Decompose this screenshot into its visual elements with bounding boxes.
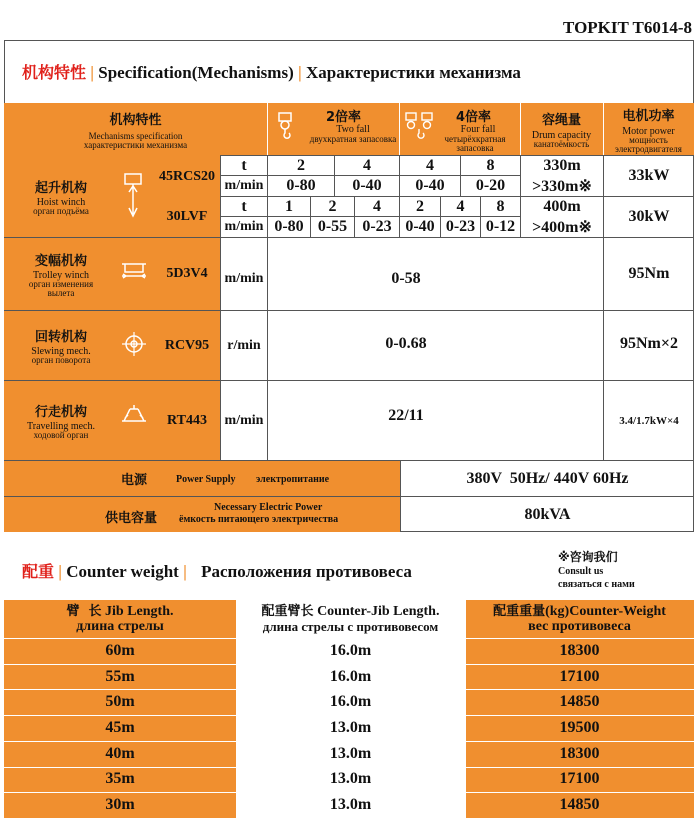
hoist1-load: 4 xyxy=(426,156,434,174)
counter-title-zh: 配重 xyxy=(22,562,55,581)
power-capacity-value: 80kVA xyxy=(524,505,571,523)
travel-power: 3.4/1.7kW×4 xyxy=(619,414,679,427)
hoist2-speed: 0-23 xyxy=(445,218,476,235)
col-counter-weight-header: 配重重量(kg)Counter-Weight вес противовеса xyxy=(493,604,666,634)
hoist1-speed: 0-40 xyxy=(415,177,445,194)
counter-jib-cell: 16.0m xyxy=(236,664,465,690)
hoist1-unit-t: t xyxy=(241,156,247,174)
slewing-speed: 0-0.68 xyxy=(385,334,427,352)
slewing-model: RCV95 xyxy=(164,337,210,353)
col-jib-length-header: 臂 长 Jib Length. длина стрелы xyxy=(66,604,174,634)
jib-length-cell: 60m xyxy=(105,641,135,659)
hoist2-speed: 0-80 xyxy=(274,218,304,235)
consult-note: ※咨询我们 Consult us связаться с нами xyxy=(558,550,635,590)
hoist2-drum-plus: >400m※ xyxy=(532,219,592,236)
hoist2-load: 1 xyxy=(285,197,293,215)
hoist1-speed: 0-20 xyxy=(475,177,506,194)
slewing-power: 95Nm×2 xyxy=(620,334,678,352)
four-fall-header: 4倍率 Four fall четырёхкратная запасовка xyxy=(400,103,520,155)
travel-model: RT443 xyxy=(167,412,207,428)
hoist-model-1: 45RCS20 xyxy=(158,169,215,184)
travel-icon xyxy=(120,403,148,425)
hoist2-speed: 0-23 xyxy=(362,218,392,235)
hoist1-load: 2 xyxy=(297,156,305,174)
jib-length-cell: 40m xyxy=(105,744,135,762)
hoist2-load: 2 xyxy=(416,197,424,215)
power-supply-value: 380V 50Hz/ 440V 60Hz xyxy=(466,469,629,487)
counter-jib-cell: 13.0m xyxy=(236,715,465,741)
hoist1-load: 8 xyxy=(486,156,495,174)
trolley-model: 5D3V4 xyxy=(166,266,208,281)
counter-jib-cell: 16.0m xyxy=(236,689,465,715)
slewing-unit: r/min xyxy=(227,337,261,353)
counter-jib-cell: 13.0m xyxy=(236,792,465,818)
counter-jib-cell: 16.0m xyxy=(236,638,465,664)
power-capacity-label: 供电容量 Necessary Electric Power ёмкость питающего электричества xyxy=(105,502,339,526)
counter-weight-cell: 17100 xyxy=(559,770,600,788)
counter-weight-cell: 14850 xyxy=(559,796,600,814)
counter-weight-cell: 19500 xyxy=(559,718,600,736)
trolley-speed: 0-58 xyxy=(391,270,421,287)
counter-weight-cell: 18300 xyxy=(559,641,600,659)
hoist2-drum: 400m xyxy=(543,197,581,215)
hoist2-load: 4 xyxy=(373,197,381,215)
power-header: 电机功率 Motor power мощность электродвигателя xyxy=(615,108,682,154)
slewing-label: 回转机构 Slewing mech. орган поворота xyxy=(31,330,91,365)
hoist2-unit-speed: m/min xyxy=(224,219,264,234)
hoist2-load: 4 xyxy=(456,197,465,215)
hoist1-unit-speed: m/min xyxy=(224,178,264,193)
counter-weight-cell: 18300 xyxy=(559,744,600,762)
hoist1-power: 33kW xyxy=(628,167,670,184)
spec-title-en: Specification(Mechanisms) xyxy=(98,63,294,82)
hoist2-speed: 0-55 xyxy=(317,218,348,235)
power-supply-label: 电源 Power Supply электропитание xyxy=(121,473,330,488)
jib-length-cell: 35m xyxy=(105,770,135,788)
hoist2-load: 8 xyxy=(496,197,505,215)
trolley-label: 变幅机构 Trolley winch орган изменения вылета xyxy=(28,254,94,298)
two-fall-header: 2倍率 Two fall двухкратная запасовка xyxy=(268,103,399,155)
hoist-model-2: 30LVF xyxy=(166,209,208,224)
hoist2-power: 30kW xyxy=(628,208,670,225)
travel-label: 行走机构 Travelling mech. ходовой орган xyxy=(27,405,95,440)
trolley-unit: m/min xyxy=(224,271,264,286)
counter-title-ru: Расположения противовеса xyxy=(201,562,412,581)
col-counter-jib-header: 配重臂长 Counter-Jib Length. длина стрелы с противовесом xyxy=(261,604,440,634)
drum-header: 容绳量 Drum capacity канатоёмкость xyxy=(531,113,592,149)
hoist1-speed: 0-80 xyxy=(286,177,316,194)
travel-unit: m/min xyxy=(224,412,264,428)
jib-length-cell: 45m xyxy=(105,718,135,736)
counter-table xyxy=(4,600,694,818)
counter-title-en: Counter weight xyxy=(66,562,179,581)
hoist2-unit-t: t xyxy=(241,197,247,215)
jib-length-cell: 50m xyxy=(105,693,135,711)
jib-length-cell: 30m xyxy=(105,796,135,814)
mech-header: 机构特性 Mechanisms specification характеристики механизма xyxy=(83,112,188,150)
model-title: TOPKIT T6014-8 xyxy=(563,18,692,37)
hoist-winch-icon xyxy=(122,170,144,222)
counter-title: 配重 | Counter weight | Расположения противовеса xyxy=(22,562,412,581)
hoist1-drum-plus: >330m※ xyxy=(532,178,592,195)
spec-title-zh: 机构特性 xyxy=(22,63,87,82)
hoist1-speed: 0-40 xyxy=(352,177,382,194)
slewing-icon xyxy=(121,331,147,357)
trolley-power: 95Nm xyxy=(628,265,670,282)
hoist-label: 起升机构 Hoist winch орган подъёма xyxy=(33,180,89,216)
spec-title: 机构特性 | Specification(Mechanisms) | Характеристики механизма xyxy=(22,63,521,82)
hoist2-speed: 0-12 xyxy=(485,218,516,235)
counter-weight-cell: 14850 xyxy=(559,693,600,711)
spec-title-ru: Характеристики механизма xyxy=(306,63,521,82)
counter-jib-cell: 13.0m xyxy=(236,741,465,767)
hoist2-load: 2 xyxy=(328,197,337,215)
travel-speed: 22/11 xyxy=(388,407,424,424)
trolley-icon xyxy=(120,260,148,280)
hoist2-speed: 0-40 xyxy=(405,218,435,235)
hoist1-load: 4 xyxy=(363,156,371,174)
jib-length-cell: 55m xyxy=(105,667,135,685)
counter-jib-cell: 13.0m xyxy=(236,767,465,793)
hook-icon xyxy=(276,111,294,139)
hoist1-drum: 330m xyxy=(543,156,581,174)
counter-weight-cell: 17100 xyxy=(559,667,600,685)
